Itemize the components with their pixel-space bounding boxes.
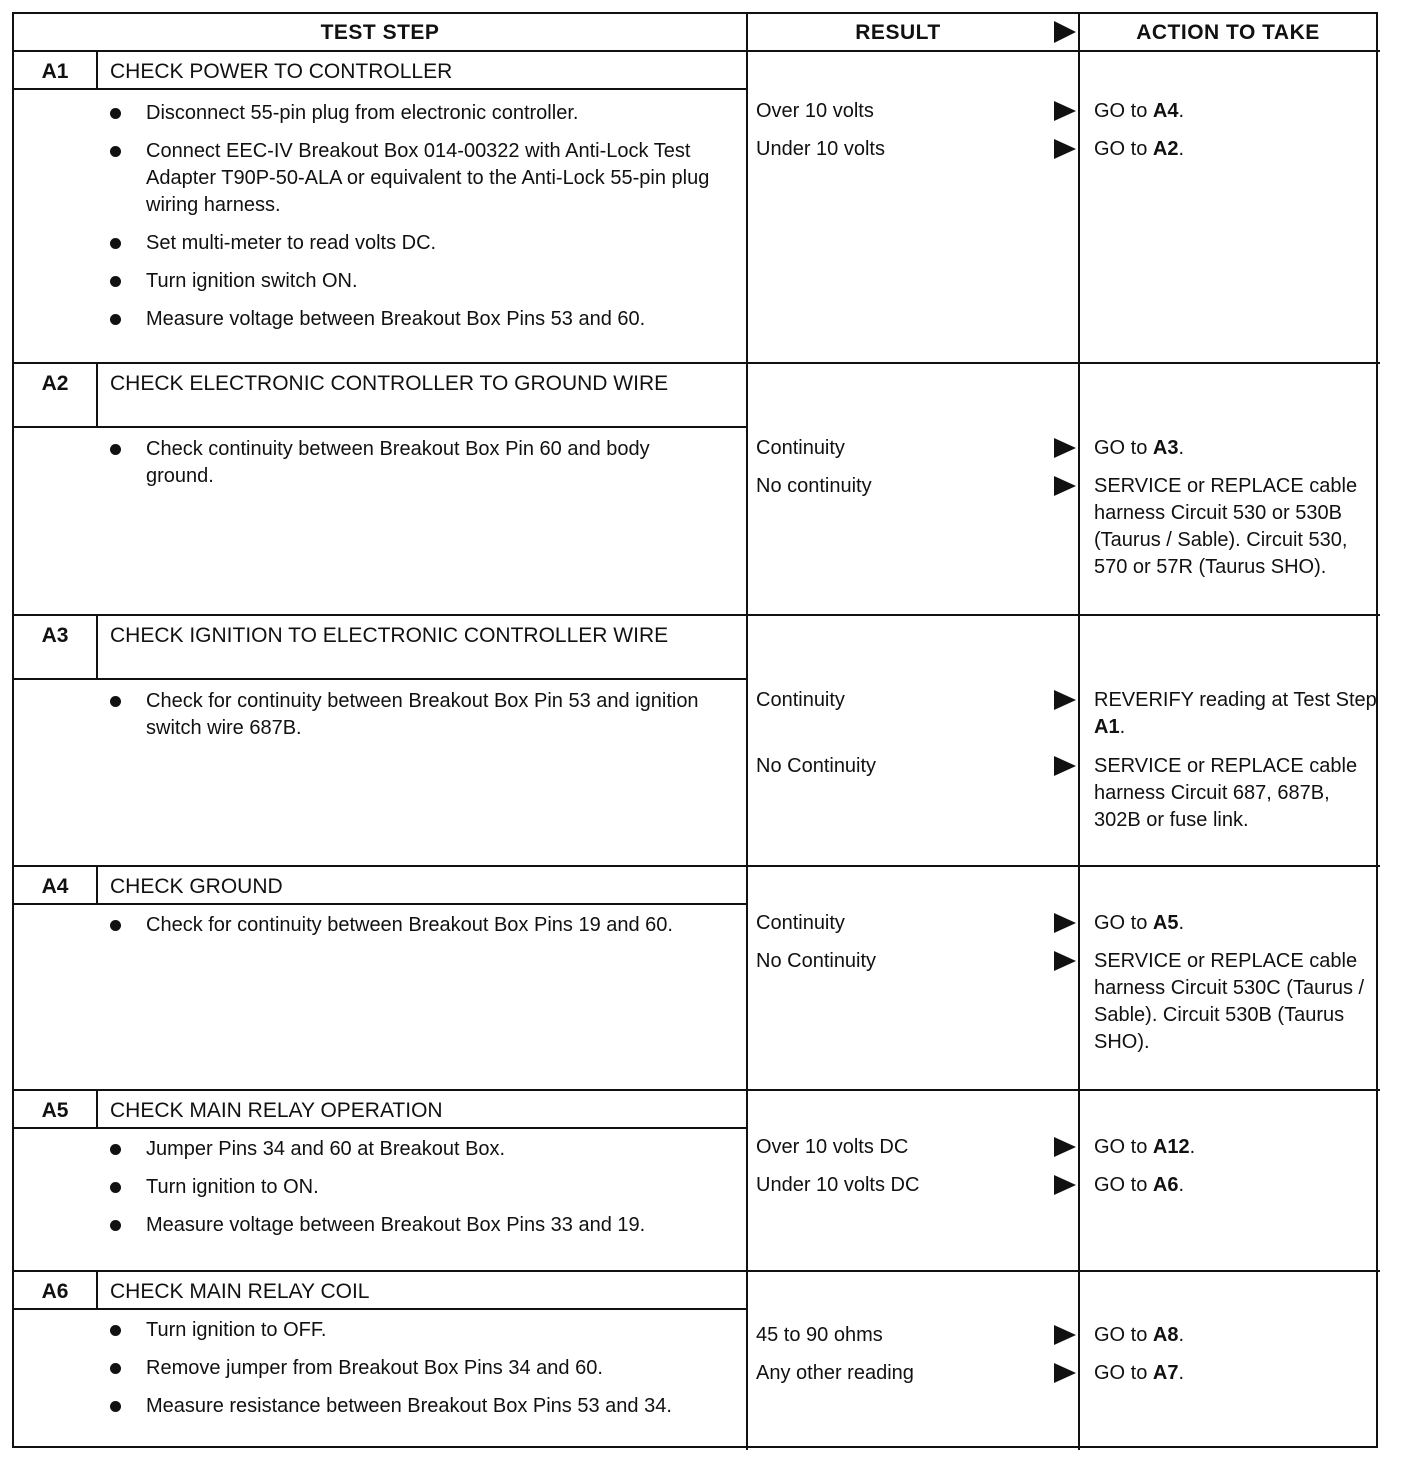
instruction-item: Set multi-meter to read volts DC. [110, 230, 722, 257]
header-action: ACTION TO TAKE [1136, 21, 1320, 44]
instruction-list [110, 1136, 722, 1250]
result-text: Continuity [756, 912, 845, 934]
step-title-divider [14, 88, 746, 90]
step-title-divider [14, 1127, 746, 1129]
result-text: Continuity [756, 437, 845, 459]
action-text-main: SERVICE or REPLACE cable harness Circuit 530 or 530B (Taurus / Sable). Circuit 530, 570 or 57R (Taurus SHO). [1094, 475, 1358, 578]
instruction-item: Remove jumper from Breakout Box Pins 34 and 60. [110, 1355, 722, 1382]
header-result: RESULT [855, 21, 941, 44]
result-text: No Continuity [756, 755, 877, 777]
action-step-ref: A8 [1152, 1324, 1179, 1346]
step-id: A2 [41, 372, 69, 395]
action-text-suffix: . [1178, 1362, 1185, 1384]
arrow-right-icon [1054, 1137, 1076, 1157]
step-id-divider [96, 364, 98, 426]
result-text: 45 to 90 ohms [756, 1324, 883, 1346]
instruction-item: Check continuity between Breakout Box Pin 60 and body ground. [110, 436, 722, 490]
action-text [1094, 753, 1378, 834]
step-row-divider [14, 362, 1380, 364]
action-text-main: GO to [1094, 138, 1153, 160]
step-id: A6 [41, 1280, 69, 1303]
step-title-divider [14, 903, 746, 905]
step-title-divider [14, 1308, 746, 1310]
step-id: A4 [41, 875, 69, 898]
arrow-right-icon [1054, 139, 1076, 159]
action-text [1094, 1360, 1378, 1387]
result-text: No Continuity [756, 950, 877, 972]
result-text: Under 10 volts [756, 138, 885, 160]
arrow-right-icon [1054, 690, 1076, 710]
action-text [1094, 435, 1378, 462]
instruction-item: Connect EEC-IV Breakout Box 014-00322 with Anti-Lock Test Adapter T90P-50-ALA or equivalent to the Anti-Lock 55-pin plug wiring harness. [110, 138, 722, 219]
action-text-suffix: . [1178, 100, 1185, 122]
action-text [1094, 1322, 1378, 1349]
step-title: CHECK POWER TO CONTROLLER [110, 60, 453, 83]
action-text-main: GO to [1094, 1324, 1153, 1346]
action-step-ref: A5 [1152, 912, 1179, 934]
column-divider-result [746, 14, 748, 1450]
instruction-list [110, 688, 722, 753]
step-id-divider [96, 1091, 98, 1127]
instruction-list [110, 1317, 722, 1431]
action-text-main: GO to [1094, 1136, 1153, 1158]
instruction-item: Measure resistance between Breakout Box Pins 53 and 34. [110, 1393, 722, 1420]
result-text: Continuity [756, 689, 845, 711]
result-text: Over 10 volts [756, 100, 874, 122]
step-row-divider [14, 614, 1380, 616]
action-step-ref: A4 [1152, 100, 1179, 122]
step-row-divider [14, 1089, 1380, 1091]
action-text-main: GO to [1094, 437, 1153, 459]
arrow-right-icon [1054, 1175, 1076, 1195]
action-text-main: GO to [1094, 912, 1153, 934]
action-text [1094, 1134, 1378, 1161]
instruction-item: Turn ignition switch ON. [110, 268, 722, 295]
arrow-right-icon [1054, 1363, 1076, 1383]
action-step-ref: A2 [1152, 138, 1179, 160]
column-divider-action [1078, 14, 1080, 1450]
action-text-main: GO to [1094, 1174, 1153, 1196]
step-id-divider [96, 867, 98, 903]
arrow-right-icon [1054, 913, 1076, 933]
action-text-suffix: . [1178, 138, 1185, 160]
action-text-suffix: . [1119, 716, 1126, 738]
instruction-item: Check for continuity between Breakout Box Pin 53 and ignition switch wire 687B. [110, 688, 722, 742]
step-title: CHECK GROUND [110, 875, 283, 898]
result-text: Any other reading [756, 1362, 914, 1384]
step-id: A5 [41, 1099, 69, 1122]
instruction-item: Disconnect 55-pin plug from electronic controller. [110, 100, 722, 127]
result-text: No continuity [756, 475, 872, 497]
instruction-item: Measure voltage between Breakout Box Pins 33 and 19. [110, 1212, 722, 1239]
action-text [1094, 136, 1378, 163]
step-title-divider [14, 426, 746, 428]
action-text-suffix: . [1189, 1136, 1196, 1158]
action-text-main: SERVICE or REPLACE cable harness Circuit 530C (Taurus / Sable). Circuit 530B (Taurus SHO). [1094, 950, 1365, 1053]
action-text-suffix: . [1178, 912, 1185, 934]
action-text-suffix: . [1178, 437, 1185, 459]
action-text [1094, 473, 1378, 581]
step-id-divider [96, 1272, 98, 1308]
action-step-ref: A7 [1152, 1362, 1179, 1384]
instruction-item: Turn ignition to ON. [110, 1174, 722, 1201]
instruction-list [110, 436, 722, 501]
action-text-suffix: . [1178, 1324, 1185, 1346]
action-text-suffix: . [1178, 1174, 1185, 1196]
instruction-item: Turn ignition to OFF. [110, 1317, 722, 1344]
step-id-divider [96, 52, 98, 88]
step-row-divider [14, 865, 1380, 867]
step-title: CHECK IGNITION TO ELECTRONIC CONTROLLER WIRE [110, 624, 669, 647]
action-step-ref: A1 [1094, 716, 1120, 738]
result-text: Under 10 volts DC [756, 1174, 920, 1196]
instruction-item: Measure voltage between Breakout Box Pins 53 and 60. [110, 306, 722, 333]
action-text [1094, 687, 1378, 741]
step-title: CHECK MAIN RELAY COIL [110, 1280, 370, 1303]
diagnostic-table [12, 12, 1378, 1448]
action-text [1094, 910, 1378, 937]
step-title-divider [14, 678, 746, 680]
arrow-right-icon [1054, 476, 1076, 496]
header-divider [14, 50, 1380, 52]
action-text [1094, 1172, 1378, 1199]
action-text-main: REVERIFY reading at Test Step [1094, 689, 1377, 711]
action-text [1094, 98, 1378, 125]
header-arrow-icon [1054, 21, 1076, 43]
action-text-main: SERVICE or REPLACE cable harness Circuit 687, 687B, 302B or fuse link. [1094, 755, 1358, 831]
header-test-step: TEST STEP [320, 21, 440, 44]
instruction-item: Check for continuity between Breakout Box Pins 19 and 60. [110, 912, 722, 939]
action-text-main: GO to [1094, 100, 1153, 122]
step-title: CHECK MAIN RELAY OPERATION [110, 1099, 443, 1122]
arrow-right-icon [1054, 438, 1076, 458]
arrow-right-icon [1054, 756, 1076, 776]
action-step-ref: A6 [1152, 1174, 1179, 1196]
step-id-divider [96, 616, 98, 678]
action-text-main: GO to [1094, 1362, 1153, 1384]
arrow-right-icon [1054, 1325, 1076, 1345]
instruction-list [110, 100, 722, 344]
instruction-list [110, 912, 722, 950]
step-row-divider [14, 1270, 1380, 1272]
instruction-item: Jumper Pins 34 and 60 at Breakout Box. [110, 1136, 722, 1163]
step-title: CHECK ELECTRONIC CONTROLLER TO GROUND WIRE [110, 372, 669, 395]
arrow-right-icon [1054, 101, 1076, 121]
step-id: A1 [41, 60, 69, 83]
step-id: A3 [41, 624, 69, 647]
action-text [1094, 948, 1378, 1056]
action-step-ref: A12 [1152, 1136, 1190, 1158]
result-text: Over 10 volts DC [756, 1136, 909, 1158]
action-step-ref: A3 [1152, 437, 1179, 459]
arrow-right-icon [1054, 951, 1076, 971]
